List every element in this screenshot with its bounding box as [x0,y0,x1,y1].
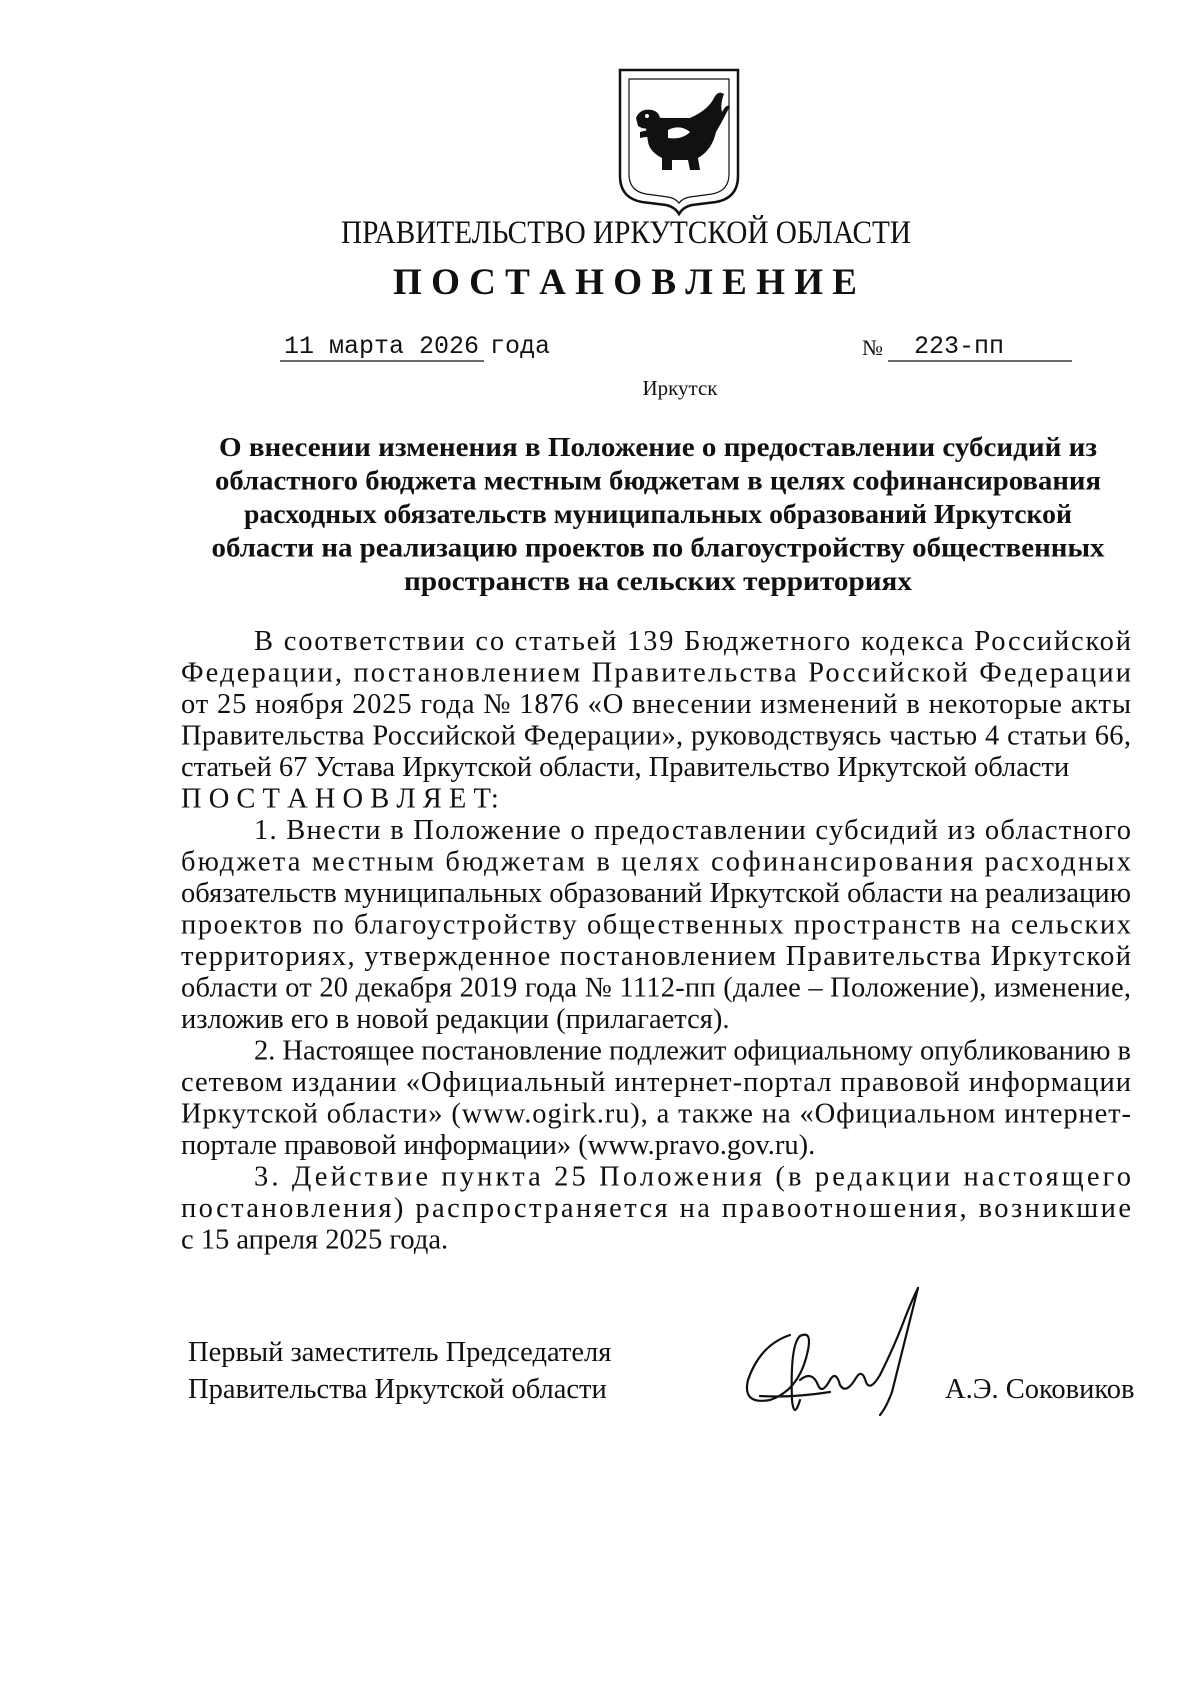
document-title [212,431,1105,596]
signatory-position-line-2: Правительства Иркутской области [188,1374,607,1405]
document-number: 223-пп [914,332,1005,361]
body-line: области от 20 декабря 2019 года № 1112-пп (далее – Положение), изменение, [181,972,1131,1004]
body-line: В соответствии со статьей 139 Бюджетного кодекса Российской [254,626,1131,657]
title-line: области на реализацию проектов по благоустройству общественных [211,531,1105,563]
body-line: бюджета местным бюджетам в целях софинансирования расходных [181,846,1131,878]
body-line: 2. Настоящее постановление подлежит официальному опубликованию в [254,1035,1131,1067]
title-line: О внесении изменения в Положение о предоставлении субсидий из [219,431,1097,462]
body-line: постановления) распространяется на правоотношения, возникшие [181,1193,1131,1224]
body-line: с 15 апреля 2025 года. [181,1224,449,1256]
body-line: обязательств муниципальных образований Иркутской области на реализацию [181,878,1131,909]
title-line: пространств на сельских территориях [404,565,913,596]
sable-coat-of-arms-icon [620,70,738,214]
document-number-label: № [862,335,883,360]
body-line: П О С Т А Н О В Л Я Е Т: [181,783,499,815]
body-line: проектов по благоустройству общественных пространств на сельских [181,909,1131,941]
body-line: от 25 ноября 2025 года № 1876 «О внесении изменений в некоторые акты [181,689,1131,720]
body-line: Иркутской области» (www.ogirk.ru), а также на «Официальном интернет- [181,1098,1131,1130]
signatory-position-line-1: Первый заместитель Председателя [188,1337,612,1368]
document-city: Иркутск [642,376,718,400]
body-line: территориях, утвержденное постановлением Правительства Иркутской [181,941,1131,972]
body-line: портале правовой информации» (www.pravo.gov.ru). [181,1130,816,1161]
document-date-suffix: года [490,332,551,361]
title-line: расходных обязательств муниципальных образований Иркутской [244,498,1073,529]
document-body [181,626,1131,1256]
body-line: Правительства Российской Федерации», руководствуясь частью 4 статьи 66, [181,720,1131,752]
body-line: 1. Внести в Положение о предоставлении субсидий из областного [254,815,1131,846]
document-type-title: П О С Т А Н О В Л Е Н И Е [393,262,857,303]
handwritten-signature-icon [747,1288,918,1415]
body-line: статьей 67 Устава Иркутской области, Правительство Иркутской области [181,752,1070,783]
body-line: изложив его в новой редакции (прилагается). [181,1004,730,1035]
body-line: Федерации, постановлением Правительства Российской Федерации [181,657,1131,689]
authority-name: ПРАВИТЕЛЬСТВО ИРКУТСКОЙ ОБЛАСТИ [341,215,984,251]
body-line: 3. Действие пункта 25 Положения (в редакции настоящего [254,1161,1131,1193]
signatory-name: А.Э. Соковиков [945,1374,1135,1405]
title-line: областного бюджета местным бюджетам в целях софинансирования [215,464,1102,496]
body-line: сетевом издании «Официальный интернет-портал правовой информации [181,1067,1131,1098]
document-date: 11 марта 2026 [284,332,480,361]
